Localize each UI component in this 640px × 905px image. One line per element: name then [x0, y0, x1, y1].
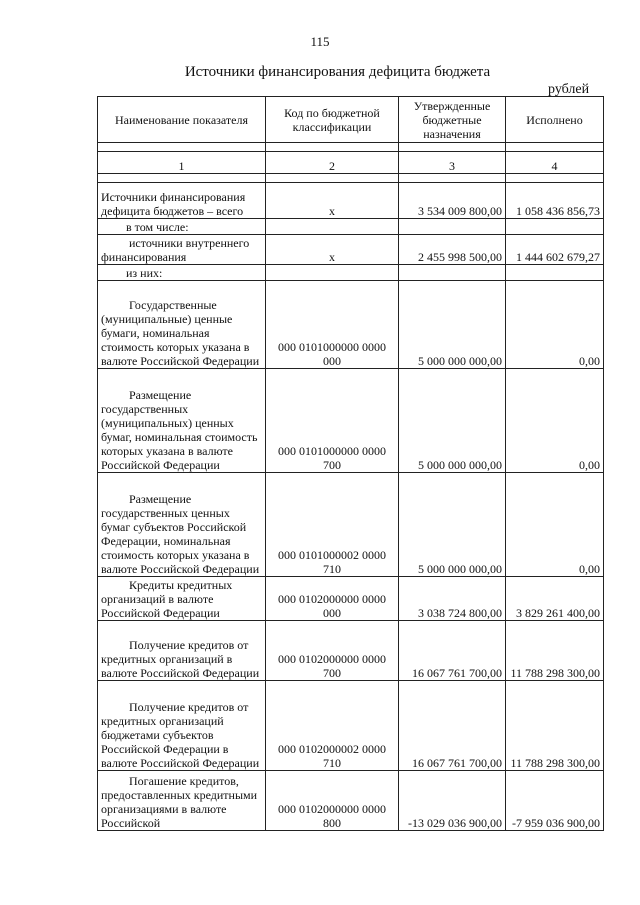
row-executed: 0,00 [506, 281, 604, 369]
row-name: Размещение государственных (муниципальных) ценных бумаг, номинальная стоимость которых указана в валюте Российской Федерации [98, 369, 266, 473]
row-executed: 3 829 261 400,00 [506, 577, 604, 621]
row-code: 000 0102000000 0000 800 [266, 771, 399, 831]
row-approved: 5 000 000 000,00 [399, 473, 506, 577]
table-row [98, 183, 604, 219]
table-row [98, 577, 604, 621]
header-cell-executed: Исполнено [506, 97, 604, 143]
table-row [98, 265, 604, 281]
column-number: 2 [266, 152, 399, 174]
row-code: 000 0101000000 0000 000 [266, 281, 399, 369]
row-code: 000 0102000000 0000 700 [266, 621, 399, 681]
row-name: из них: [98, 265, 266, 281]
header-cell-name: Наименование показателя [98, 97, 266, 143]
row-code: х [266, 235, 399, 265]
row-code: 000 0101000000 0000 700 [266, 369, 399, 473]
row-approved: 5 000 000 000,00 [399, 281, 506, 369]
page-number: 115 [310, 34, 330, 49]
row-code: 000 0101000002 0000 710 [266, 473, 399, 577]
row-executed: 11 788 298 300,00 [506, 621, 604, 681]
row-approved: -13 029 036 900,00 [399, 771, 506, 831]
row-approved: 3 038 724 800,00 [399, 577, 506, 621]
row-executed: 1 444 602 679,27 [506, 235, 604, 265]
row-name: Получение кредитов от кредитных организаций в валюте Российской Федерации [98, 621, 266, 681]
header-cell-approved: Утвержденные бюджетные назначения [399, 97, 506, 143]
column-number-row [98, 152, 604, 174]
table-row [98, 681, 604, 771]
row-code [266, 265, 399, 281]
row-executed: 0,00 [506, 473, 604, 577]
table-row [98, 369, 604, 473]
table-row [98, 473, 604, 577]
row-code: 000 0102000000 0000 000 [266, 577, 399, 621]
row-name: источники внутреннего финансирования [98, 235, 266, 265]
row-name: Погашение кредитов, предоставленных кредитными организациями в валюте Российской [98, 771, 266, 831]
row-approved: 3 534 009 800,00 [399, 183, 506, 219]
row-approved [399, 219, 506, 235]
row-executed [506, 219, 604, 235]
header-cell-code: Код по бюджетной классификации [266, 97, 399, 143]
row-name: Кредиты кредитных организаций в валюте Российской Федерации [98, 577, 266, 621]
table-row [98, 771, 604, 831]
column-number: 1 [98, 152, 266, 174]
column-number: 3 [399, 152, 506, 174]
row-approved: 5 000 000 000,00 [399, 369, 506, 473]
row-approved: 16 067 761 700,00 [399, 681, 506, 771]
document-title: Источники финансирования дефицита бюджета [184, 64, 491, 80]
header-row [98, 97, 604, 143]
spacer-row [98, 174, 604, 183]
spacer-row [98, 143, 604, 152]
row-executed [506, 265, 604, 281]
column-number: 4 [506, 152, 604, 174]
row-code: 000 0102000002 0000 710 [266, 681, 399, 771]
row-code [266, 219, 399, 235]
unit-label: рублей [548, 82, 590, 97]
row-name: Государственные (муниципальные) ценные бумаги, номинальная стоимость которых указана в валюте Российской Федерации [98, 281, 266, 369]
row-executed: 11 788 298 300,00 [506, 681, 604, 771]
row-approved [399, 265, 506, 281]
table-row [98, 621, 604, 681]
row-executed: 0,00 [506, 369, 604, 473]
row-approved: 16 067 761 700,00 [399, 621, 506, 681]
row-name: в том числе: [98, 219, 266, 235]
row-name: Получение кредитов от кредитных организаций бюджетами субъектов Российской Федерации в валюте Российской Федерации [98, 681, 266, 771]
row-approved: 2 455 998 500,00 [399, 235, 506, 265]
row-executed: -7 959 036 900,00 [506, 771, 604, 831]
financing-sources-table [97, 96, 604, 831]
table-row [98, 281, 604, 369]
row-name: Источники финансирования дефицита бюджетов – всего [98, 183, 266, 219]
row-code: х [266, 183, 399, 219]
row-executed: 1 058 436 856,73 [506, 183, 604, 219]
row-name: Размещение государственных ценных бумаг субъектов Российской Федерации, номинальная стоимость которых указана в валюте Российской Федерации [98, 473, 266, 577]
table-row [98, 235, 604, 265]
table-row [98, 219, 604, 235]
